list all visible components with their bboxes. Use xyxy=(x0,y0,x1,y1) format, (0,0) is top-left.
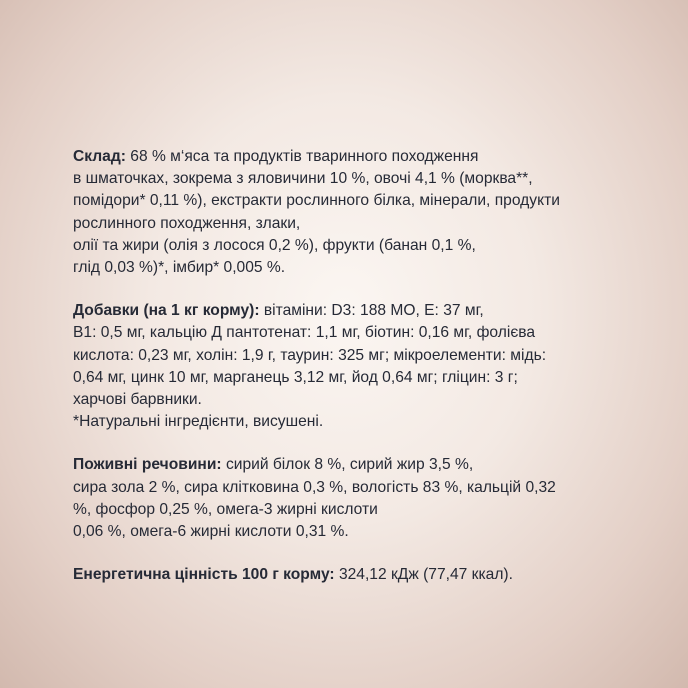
additives-text: вітаміни: D3: 188 МО, E: 37 мг, xyxy=(259,302,484,320)
nutrients-line-1 xyxy=(73,454,618,476)
additives-section xyxy=(73,300,618,433)
additives-heading: Добавки (на 1 кг корму): xyxy=(73,302,260,320)
additives-line-5: харчові барвники. xyxy=(73,391,202,409)
composition-line-3: помідори* 0,11 %), екстракти рослинного білка, мінерали, продукти xyxy=(73,192,560,210)
natural-ingredients-note: *Натуральні інгредієнти, висушені. xyxy=(73,413,324,431)
nutrients-heading: Поживні речовини: xyxy=(73,456,222,474)
composition-heading: Склад: xyxy=(73,148,126,165)
composition-line-5: олії та жири (олія з лосося 0,2 %), фрукти (банан 0,1 %, xyxy=(73,236,476,254)
energy-line xyxy=(73,564,618,586)
composition-text: 68 % м‘яса та продуктів тваринного походження xyxy=(125,148,479,165)
nutrients-section xyxy=(73,454,618,543)
feed-label-text xyxy=(73,146,618,607)
additives-line-2: B1: 0,5 мг, кальцію Д пантотенат: 1,1 мг, біотин: 0,16 мг, фолієва xyxy=(73,324,536,342)
nutrients-line-2: сира зола 2 %, сира клітковина 0,3 %, вологість 83 %, кальцій 0,32 xyxy=(73,478,556,496)
composition-line-4: рослинного походження, злаки, xyxy=(73,214,301,232)
energy-section xyxy=(73,564,618,586)
composition-line-6: глід 0,03 %)*, імбир* 0,005 %. xyxy=(73,259,286,277)
additives-line-4: 0,64 мг, цинк 10 мг, марганець 3,12 мг, йод 0,64 мг; гліцин: 3 г; xyxy=(73,368,518,386)
energy-value: 324,12 кДж (77,47 ккал). xyxy=(334,566,513,584)
composition-section xyxy=(73,146,618,279)
nutrients-line-4: 0,06 %, омега-6 жирні кислоти 0,31 %. xyxy=(73,523,349,541)
composition-line-2: в шматочках, зокрема з яловичини 10 %, овочі 4,1 % (морква**, xyxy=(73,170,533,188)
composition-line-1 xyxy=(73,146,618,168)
nutrients-text: сирий білок 8 %, сирий жир 3,5 %, xyxy=(221,456,474,474)
additives-line-3: кислота: 0,23 мг, холін: 1,9 г, таурин: 325 мг; мікроелементи: мідь: xyxy=(73,346,547,364)
additives-line-1 xyxy=(73,300,618,322)
energy-heading: Енергетична цінність 100 г корму: xyxy=(73,566,335,584)
nutrients-line-3: %, фосфор 0,25 %, омега-3 жирні кислоти xyxy=(73,500,378,518)
